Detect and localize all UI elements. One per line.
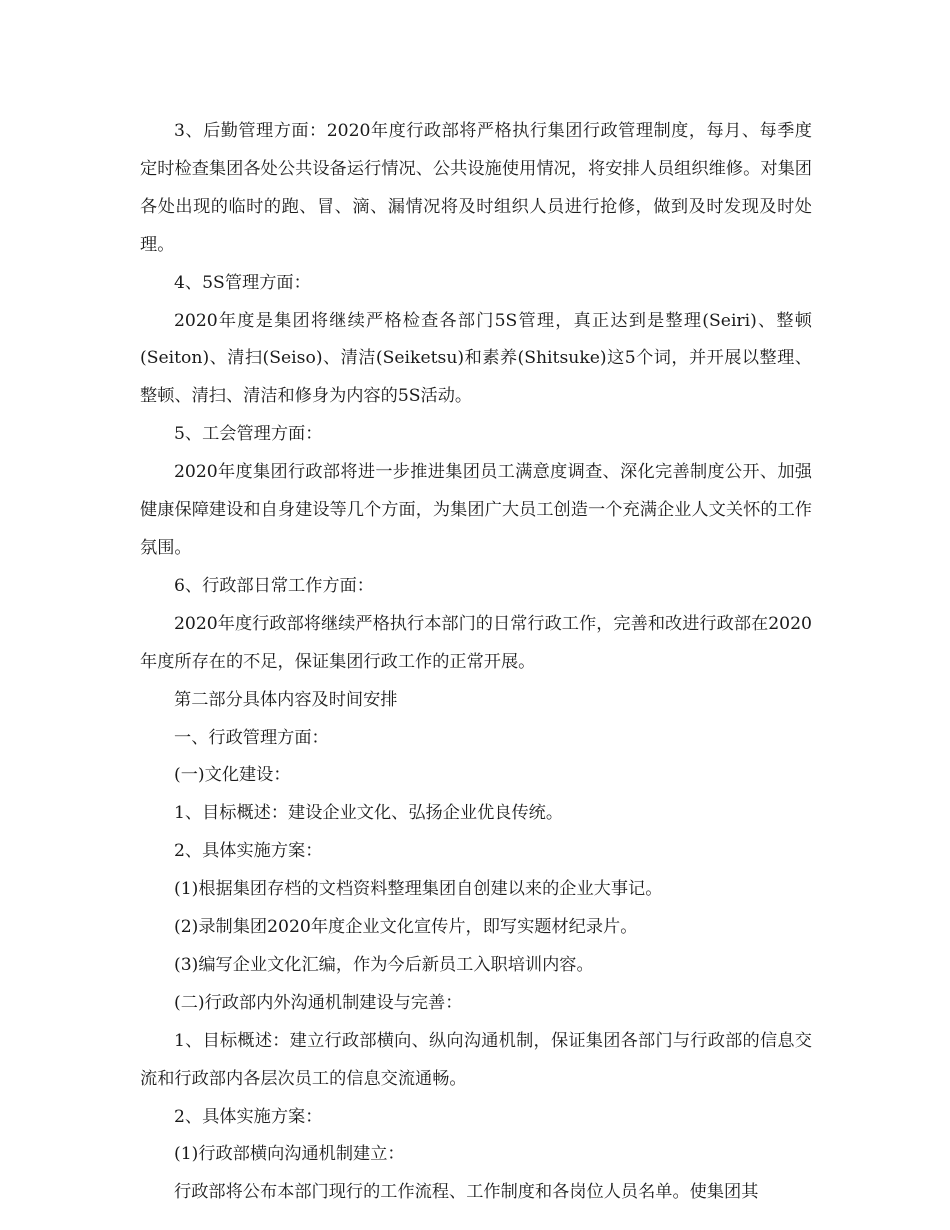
paragraph: 1、目标概述：建立行政部横向、纵向沟通机制，保证集团各部门与行政部的信息交流和行政部内各层次员工的信息交流通畅。 <box>140 1030 812 1089</box>
paragraph: 行政部将公布本部门现行的工作流程、工作制度和各岗位人员名单。使集团其 <box>174 1182 759 1203</box>
paragraph: 3、后勤管理方面：2020年度行政部将严格执行集团行政管理制度，每月、每季度定时检查集团各处公共设备运行情况、公共设施使用情况，将安排人员组织维修。对集团各处出现的临时的跑、冒、滴、漏情况将及时组织人员进行抢修，做到及时发现及时处理。 <box>140 121 812 255</box>
paragraph: 1、目标概述：建设企业文化、弘扬企业优良传统。 <box>174 803 564 824</box>
paragraph: (3)编写企业文化汇编，作为今后新员工入职培训内容。 <box>174 954 594 975</box>
paragraph: 2020年度行政部将继续严格执行本部门的日常行政工作，完善和改进行政部在2020年度所存在的不足，保证集团行政工作的正常开展。 <box>140 613 812 672</box>
paragraph: 一、行政管理方面： <box>174 727 329 748</box>
paragraph: (二)行政部内外沟通机制建设与完善： <box>174 992 463 1013</box>
paragraph: (一)文化建设： <box>174 765 291 786</box>
paragraph: (1)根据集团存档的文档资料整理集团自创建以来的企业大事记。 <box>174 879 663 900</box>
paragraph: 2、具体实施方案： <box>174 1106 323 1127</box>
paragraph: 5、工会管理方面： <box>174 424 323 445</box>
paragraph: 4、5S管理方面： <box>174 272 311 293</box>
document-body <box>140 113 812 1212</box>
paragraph: (1)行政部横向沟通机制建立： <box>174 1144 405 1165</box>
paragraph: 6、行政部日常工作方面： <box>174 575 374 596</box>
paragraph: 2020年度集团行政部将进一步推进集团员工满意度调查、深化完善制度公开、加强健康保障建设和自身建设等几个方面，为集团广大员工创造一个充满企业人文关怀的工作氛围。 <box>140 462 812 558</box>
paragraph: 2020年度是集团将继续严格检查各部门5S管理，真正达到是整理(Seiri)、整顿(Seiton)、清扫(Seiso)、清洁(Seiketsu)和素养(Shitsuke)这5个词，并开展以整理、整顿、清扫、清洁和修身为内容的5S活动。 <box>140 310 812 407</box>
paragraph: (2)录制集团2020年度企业文化宣传片，即写实题材纪录片。 <box>174 917 638 938</box>
section-heading: 第二部分具体内容及时间安排 <box>174 689 398 710</box>
paragraph: 2、具体实施方案： <box>174 841 323 862</box>
